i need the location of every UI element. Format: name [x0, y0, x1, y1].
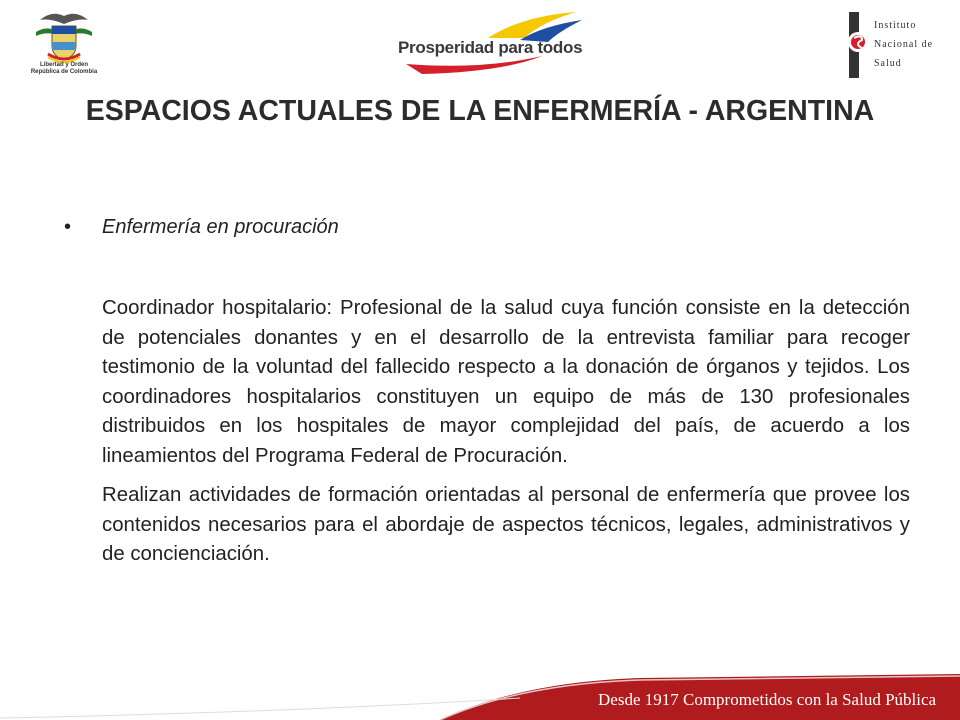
prosperidad-logo-text: Prosperidad para todos — [398, 38, 583, 57]
ins-emblem-icon — [846, 12, 868, 82]
slide-title: ESPACIOS ACTUALES DE LA ENFERMERÍA - ARGENTINA — [85, 95, 875, 127]
prosperidad-para-todos-logo — [392, 12, 592, 82]
paragraph-actividades: Realizan actividades de formación orientadas al personal de enfermería que provee los contenidos necesarios para el abordaje de aspectos técnicos, legales, administrativos y de concienciación. — [102, 484, 910, 565]
slide-content — [64, 210, 910, 570]
footer-slogan: Desde 1917 Comprometidos con la Salud Pública — [598, 690, 937, 709]
coat-of-arms-icon — [32, 8, 96, 64]
coat-of-arms-motto — [28, 62, 100, 76]
paragraph-coordinador: Coordinador hospitalario: Profesional de la salud cuya función consiste en la detección de potenciales donantes y en el desarrollo de la entrevista familiar para recoger testimonio de la voluntad del fallecido respecto a la donación de órganos y tejidos. Los coordinadores hospitalarios constituyen un equipo de más de 130 profesionales distribuidos en los hospitales de mayor complejidad del país, de acuerdo a los lineamientos del Programa Federal de Procuración. — [102, 297, 910, 467]
ins-line-1: Instituto — [874, 20, 917, 31]
motto-line-1: Libertad y Orden — [39, 62, 88, 68]
bullet-icon: • — [64, 216, 72, 238]
ins-line-3: Salud — [874, 58, 902, 69]
instituto-nacional-de-salud-logo — [846, 12, 956, 82]
slide-header — [0, 0, 960, 90]
ins-line-2: Nacional de — [874, 39, 934, 50]
motto-line-2: República de Colombia — [30, 69, 98, 75]
slide-footer — [0, 672, 960, 720]
ins-logo-text — [874, 16, 933, 73]
bullet-item — [64, 210, 910, 250]
bullet-heading: Enfermería en procuración — [102, 216, 339, 238]
colombia-coat-of-arms-logo — [32, 8, 96, 82]
